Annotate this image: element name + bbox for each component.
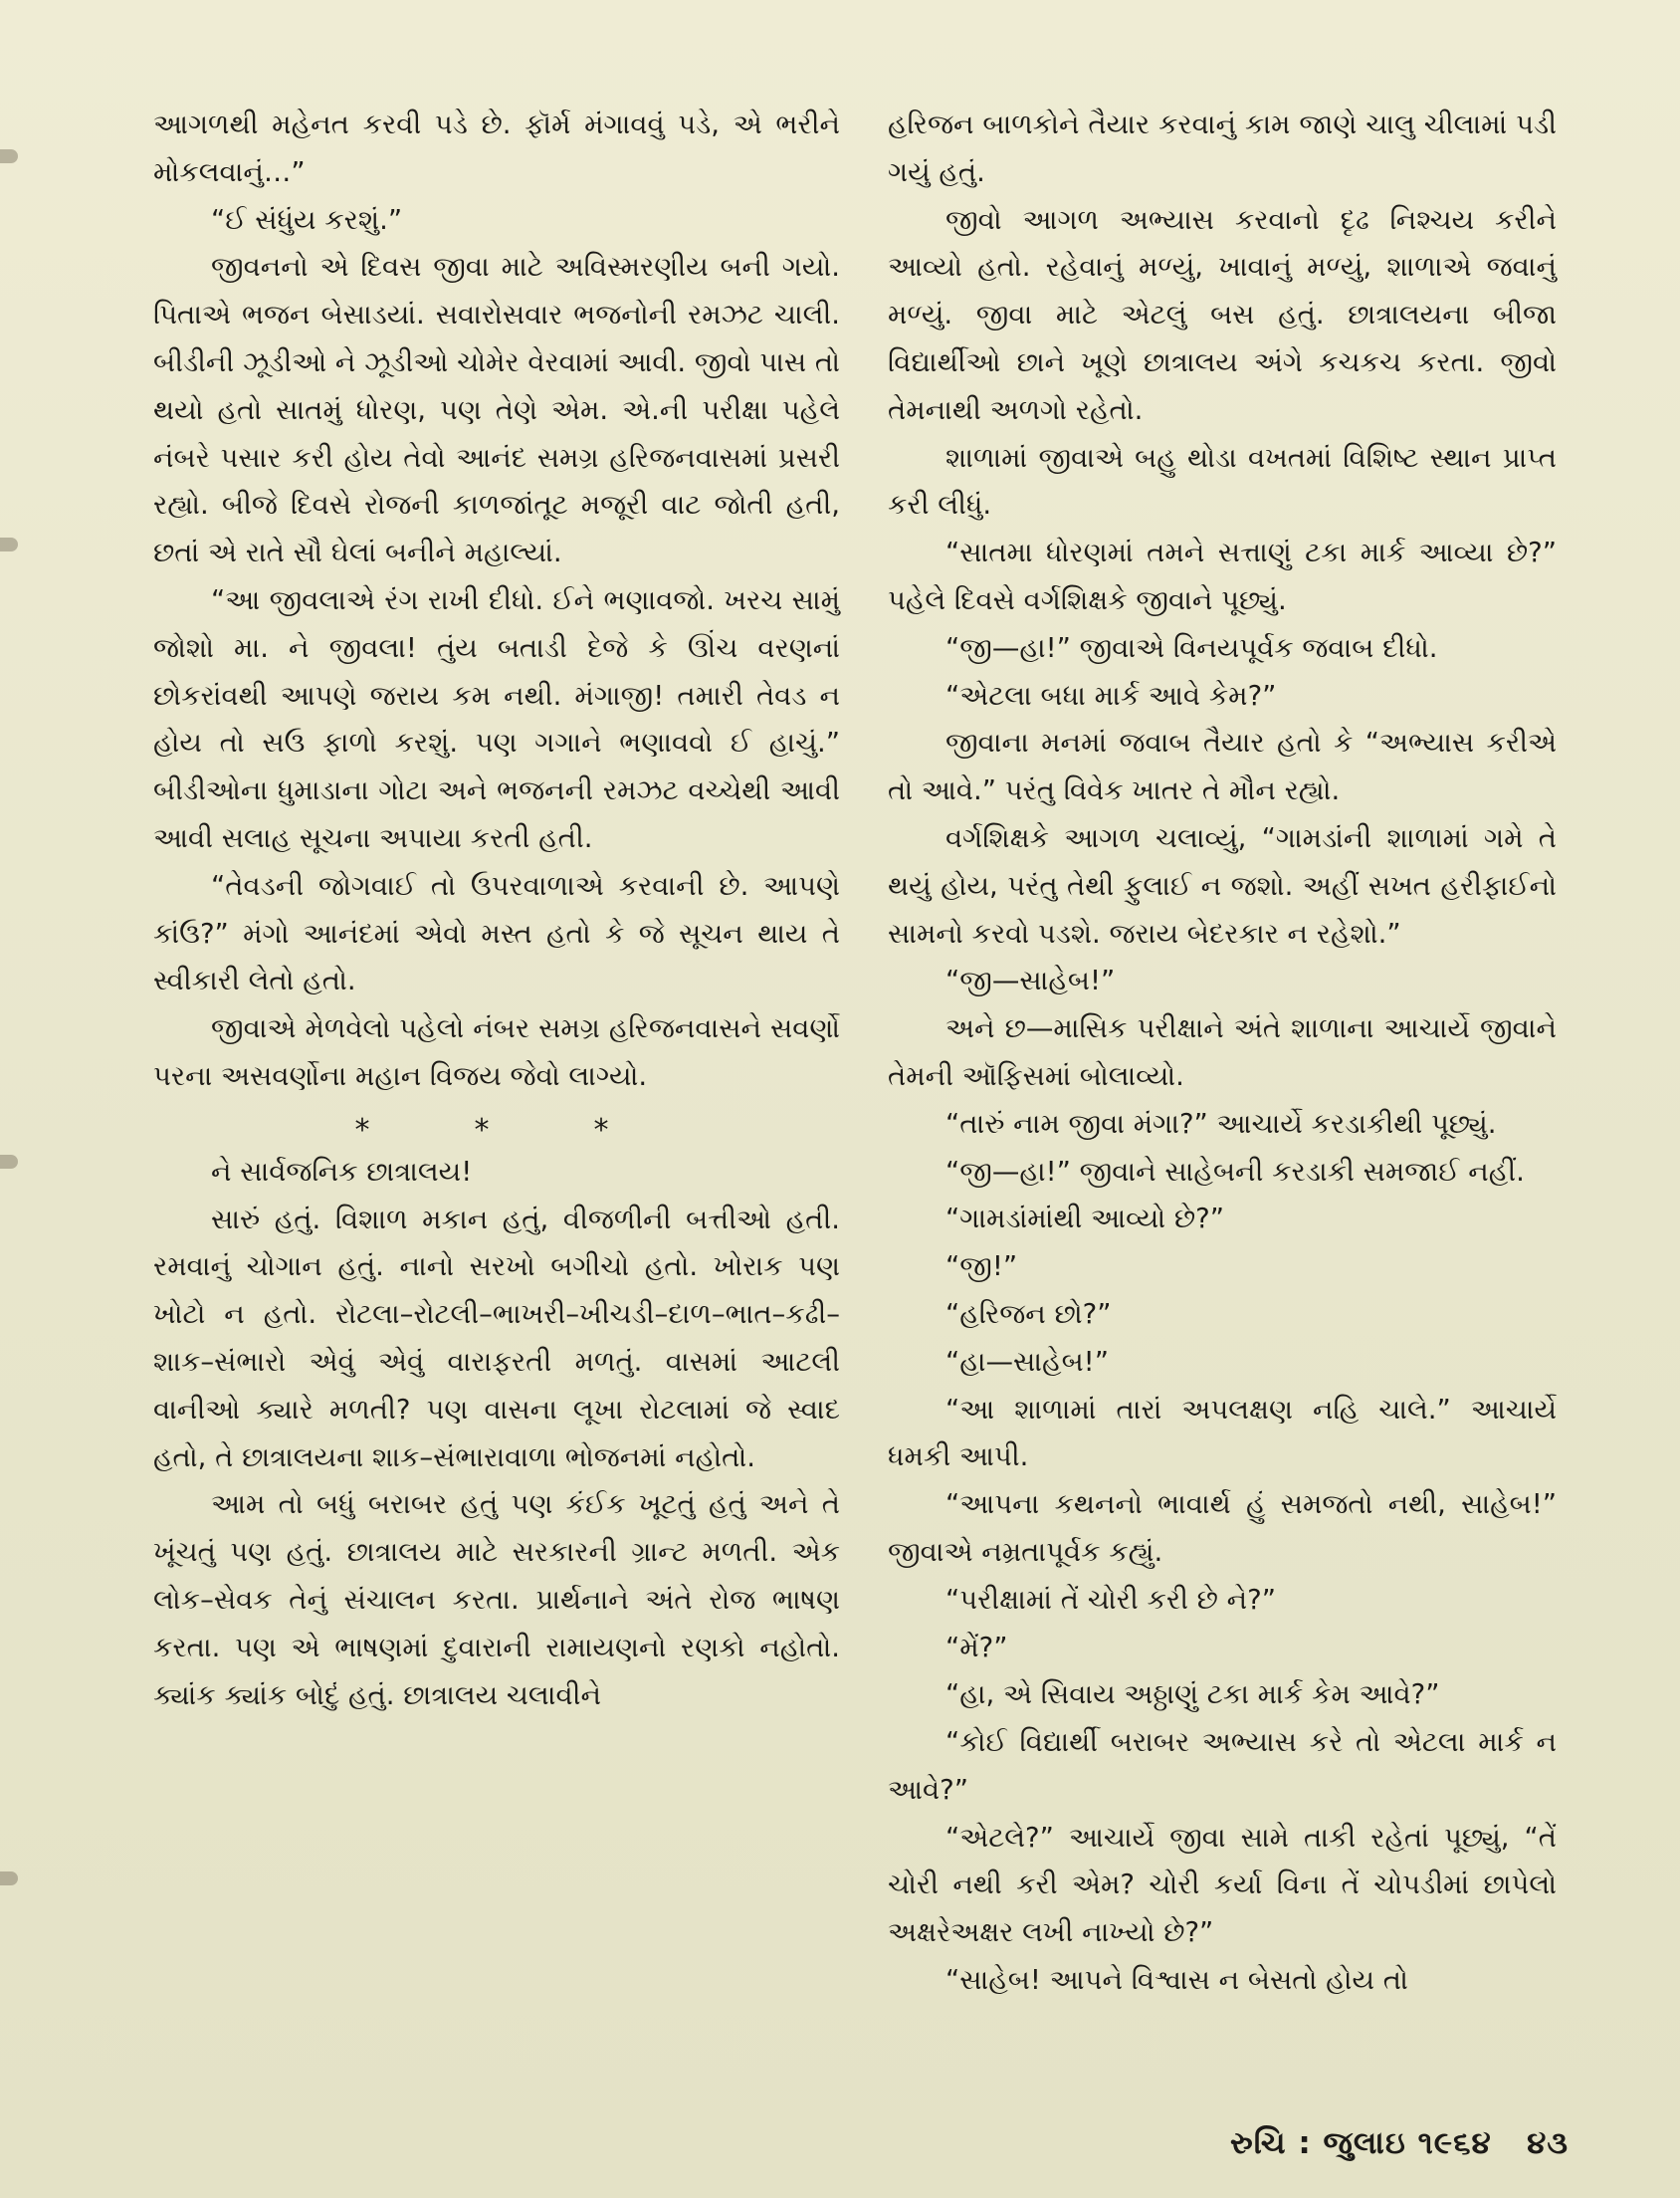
paragraph: “આપના કથનનો ભાવાર્થ હું સમજતો નથી, સાહેબ!” જીવાએ નમ્રતાપૂર્વક કહ્યું. <box>888 1488 1557 1568</box>
separator-star: * <box>354 1112 370 1148</box>
paragraph: જીવનનો એ દિવસ જીવા માટે અવિસ્મરણીય બની ગયો. પિતાએ ભજન બેસાડયાં. સવારોસવાર ભજનોની રમઝટ ચાલી. બીડીની ઝૂડીઓ ને ઝૂડીઓ ચોમેર વેરવામાં આવી. જીવો પાસ તો થયો હતો સાતમું ધોરણ, પણ તેણે એમ. એ.ની પરીક્ષા પહેલે નંબરે પસાર કરી હોય તેવો આનંદ સમગ્ર હરિજનવાસમાં પ્રસરી રહ્યો. બીજે દિવસે રોજની કાળજાંતૂટ મજૂરી વાટ જોતી હતી, છતાં એ રાતે સૌ ઘેલાં બનીને મહાલ્યાં. <box>153 251 840 569</box>
paragraph: “તેવડની જોગવાઈ તો ઉપરવાળાએ કરવાની છે. આપણે કાંઉ?” મંગો આનંદમાં એવો મસ્ત હતો કે જે સૂચન થાય તે સ્વીકારી લેતો હતો. <box>153 869 840 997</box>
binding-hole-mark <box>0 149 18 163</box>
dialogue-line: “પરીક્ષામાં તેં ચોરી કરી છે ને?” <box>945 1583 1277 1616</box>
paragraph: જીવો આગળ અભ્યાસ કરવાનો દૃઢ નિશ્ચય કરીને આવ્યો હતો. રહેવાનું મળ્યું, ખાવાનું મળ્યું, શાળાએ જવાનું મળ્યું. જીવા માટે એટલું બસ હતું. છાત્રાલયના બીજા વિદ્યાર્થીઓ છાને ખૂણે છાત્રાલય અંગે કચકચ કરતા. જીવો તેમનાથી અળગો રહેતો. <box>888 203 1557 426</box>
page-footer <box>1230 2125 1569 2162</box>
paragraph: વર્ગશિક્ષકે આગળ ચલાવ્યું, “ગામડાંની શાળામાં ગમે તે થયું હોય, પરંતુ તેથી ફુલાઈ ન જશો. અહીં સખત હરીફાઈનો સામનો કરવો પડશે. જરાય બેદરકાર ન રહેશો.” <box>888 821 1557 950</box>
dialogue-line: “કોઈ વિદ્યાર્થી બરાબર અભ્યાસ કરે તો એટલા માર્ક ન આવે?” <box>888 1726 1557 1806</box>
dialogue-line: “જી—હા!” જીવાએ વિનયપૂર્વક જવાબ દીધો. <box>945 631 1438 664</box>
separator-star: * <box>593 1112 609 1148</box>
paragraph: સારું હતું. વિશાળ મકાન હતું, વીજળીની બત્તીઓ હતી. રમવાનું ચોગાન હતું. નાનો સરખો બગીચો હતો. ખોરાક પણ ખોટો ન હતો. રોટલા–રોટલી–ભાખરી–ખીચડી–દાળ–ભાત–કઢી–શાક–સંભારો એવું એવું વારાફરતી મળતું. વાસમાં આટલી વાનીઓ ક્યારે મળતી? પણ વાસના લૂખા રોટલામાં જે સ્વાદ હતો, તે છાત્રાલયના શાક–સંભારાવાળા ભોજનમાં નહોતો. <box>153 1203 840 1473</box>
paragraph: જીવાના મનમાં જવાબ તૈયાર હતો કે “અભ્યાસ કરીએ તો આવે.” પરંતુ વિવેક ખાતર તે મૌન રહ્યો. <box>888 727 1557 807</box>
binding-hole-mark <box>0 538 18 551</box>
dialogue-line: “જી—હા!” જીવાને સાહેબની કરડાકી સમજાઈ નહીં. <box>945 1155 1525 1188</box>
dialogue-line: “ઈ સંધુંય કરશું.” <box>211 203 403 236</box>
dialogue-line: “મેં?” <box>945 1631 1008 1663</box>
paragraph: “આ શાળામાં તારાં અપલક્ષણ નહિ ચાલે.” આચાર્યે ધમકી આપી. <box>888 1393 1557 1473</box>
dialogue-line: “હરિજન છો?” <box>945 1297 1112 1330</box>
page-number: ૪૩ <box>1527 2125 1569 2161</box>
paragraph: આમ તો બધું બરાબર હતું પણ કંઈક ખૂટતું હતું અને તે ખૂંચતું પણ હતું. છાત્રાલય માટે સરકારની ગ્રાન્ટ મળતી. એક લોક–સેવક તેનું સંચાલન કરતા. પ્રાર્થનાને અંતે રોજ ભાષણ કરતા. પણ એ ભાષણમાં દુવારાની રામાયણનો રણકો નહોતો. ક્યાંક ક્યાંક બોદું હતું. છાત્રાલય ચલાવીને <box>153 1488 840 1711</box>
binding-hole-mark <box>0 1871 18 1885</box>
right-text-column <box>888 102 1557 2005</box>
paragraph: “આ જીવલાએ રંગ રાખી દીધો. ઈને ભણાવજો. ખરચ સામું જોશો મા. ને જીવલા! તુંય બતાડી દેજે કે ઊંચ વરણનાં છોકરાંવથી આપણે જરાય કમ નથી. મંગાજી! તમારી તેવડ ન હોય તો સઉ ફાળો કરશું. પણ ગગાને ભણાવવો ઈ હાચું.” બીડીઓના ધુમાડાના ગોટા અને ભજનની રમઝટ વચ્ચેથી આવી આવી સલાહ સૂચના અપાયા કરતી હતી. <box>153 583 840 854</box>
dialogue-line: “જી—સાહેબ!” <box>945 965 1116 997</box>
magazine-issue: રુચિ : જુલાઇ ૧૯૬૪ <box>1230 2125 1492 2161</box>
binding-hole-mark <box>0 1155 18 1169</box>
dialogue-line: “સાહેબ! આપને વિશ્વાસ ન બેસતો હોય તો <box>945 1964 1408 1997</box>
paragraph: હરિજન બાળકોને તૈયાર કરવાનું કામ જાણે ચાલુ ચીલામાં પડી ગયું હતું. <box>888 109 1557 188</box>
section-separator <box>303 1101 661 1149</box>
dialogue-line: “હા, એ સિવાય અઠ્ઠાણું ટકા માર્ક કેમ આવે?” <box>945 1678 1440 1711</box>
paragraph: “એટલે?” આચાર્યે જીવા સામે તાકી રહેતાં પૂછ્યું, “તેં ચોરી નથી કરી એમ? ચોરી કર્યા વિના તેં ચોપડીમાં છાપેલો અક્ષરેઅક્ષર લખી નાખ્યો છે?” <box>888 1821 1557 1949</box>
dialogue-line: “જી!” <box>945 1250 1018 1283</box>
dialogue-line: “હા—સાહેબ!” <box>945 1345 1109 1378</box>
dialogue-line: “એટલા બધા માર્ક આવે કેમ?” <box>945 679 1277 712</box>
paragraph: “સાતમા ધોરણમાં તમને સત્તાણું ટકા માર્ક આવ્યા છે?” પહેલે દિવસે વર્ગશિક્ષકે જીવાને પૂછ્યું. <box>888 537 1557 616</box>
paragraph: જીવાએ મેળવેલો પહેલો નંબર સમગ્ર હરિજનવાસને સવર્ણો પરના અસવર્ણોના મહાન વિજય જેવો લાગ્યો. <box>153 1012 840 1092</box>
paragraph: ને સાર્વજનિક છાત્રાલય! <box>211 1155 473 1188</box>
dialogue-line: “તારું નામ જીવા મંગા?” આચાર્યે કરડાકીથી પૂછ્યું. <box>945 1107 1497 1140</box>
separator-star: * <box>474 1112 490 1148</box>
paragraph: શાળામાં જીવાએ બહુ થોડા વખતમાં વિશિષ્ટ સ્થાન પ્રાપ્ત કરી લીધું. <box>888 441 1557 522</box>
dialogue-line: “ગામડાંમાંથી આવ્યો છે?” <box>945 1203 1224 1235</box>
left-text-column <box>153 102 840 1719</box>
paragraph: અને છ—માસિક પરીક્ષાને અંતે શાળાના આચાર્યે જીવાને તેમની ઑફિસમાં બોલાવ્યો. <box>888 1012 1557 1092</box>
paragraph: આગળથી મહેનત કરવી પડે છે. ફૉર્મ મંગાવવું પડે, એ ભરીને મોકલવાનું…” <box>153 109 840 188</box>
